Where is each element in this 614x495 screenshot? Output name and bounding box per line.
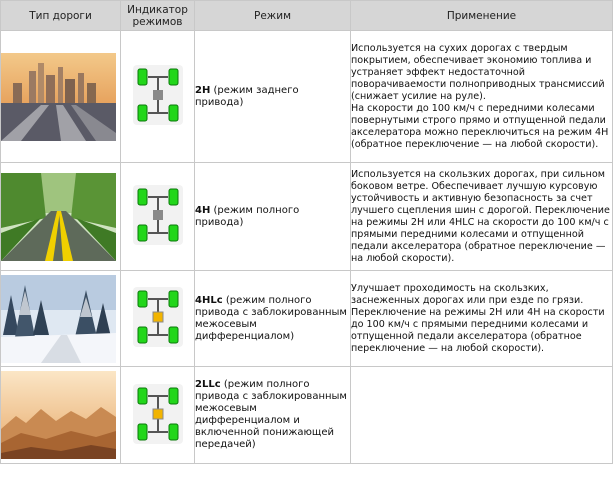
mode-description: (режим полного привода с заблокированным межосевым дифференциалом) — [195, 294, 347, 342]
table-row — [1, 163, 613, 271]
wet-forest-road-photo — [1, 173, 116, 261]
application-text: Используется на сухих дорогах с твердым покрытием, обеспечивает экономию топлива и устраняет эффект недостаточной поворачиваемости полноприводных трансмиссий (снижает усилие на руле). — [351, 42, 605, 102]
application-text: Улучшает проходимость на скользких, заснеженных дорогах или при езде по грязи. Переключение на режимы 2H или 4H на скорости до 100 км/ч с прямыми передними колесами и отпущенной педали акселератора (обратное переключение — на любой скорости). — [351, 282, 605, 354]
header-road-type: Тип дороги — [1, 1, 121, 31]
mode-description: (режим заднего привода) — [195, 84, 299, 108]
table-row — [1, 271, 613, 367]
drive-indicator-2h-icon — [133, 65, 183, 125]
drive-indicator-4hlc-icon — [133, 287, 183, 347]
header-mode: Режим — [195, 1, 351, 31]
mode-description: (режим полного привода с заблокированным межосевым дифференциалом и включенной понижающей передачей) — [195, 379, 347, 450]
drive-indicator-2llc-icon — [133, 384, 183, 444]
table-row — [1, 31, 613, 163]
application-text: На скорости до 100 км/ч с передними колесами повернутыми строго прямо и отпущенной педали акселератора можно переключиться на режим 4H (обратное переключение — на любой скорости). — [351, 102, 609, 150]
mode-code: 4H — [195, 204, 211, 216]
table-row — [1, 367, 613, 464]
mode-description: (режим полного привода) — [195, 204, 300, 228]
application-empty — [351, 367, 613, 464]
table-header-row — [1, 1, 613, 31]
header-application: Применение — [351, 1, 613, 31]
snowy-road-photo — [1, 275, 116, 363]
city-highway-photo — [1, 53, 116, 141]
desert-offroad-photo — [1, 371, 116, 459]
drive-indicator-4h-icon — [133, 185, 183, 245]
application-text: Используется на скользких дорогах, при сильном боковом ветре. Обеспечивает лучшую курсовую устойчивость и активную безопасность за счет лучшего сцепления шин с дорогой. Переключение на режимы 2H или 4HLC на скорости до 100 км/ч с прямыми передними колесами и отпущенной педали акселератора (обратное переключение — на любой скорости). — [351, 168, 610, 264]
mode-code: 2LLc — [195, 379, 221, 390]
mode-code: 2H — [195, 84, 211, 96]
mode-code: 4HLc — [195, 294, 223, 306]
header-indicator: Индикатор режимов — [121, 1, 195, 31]
